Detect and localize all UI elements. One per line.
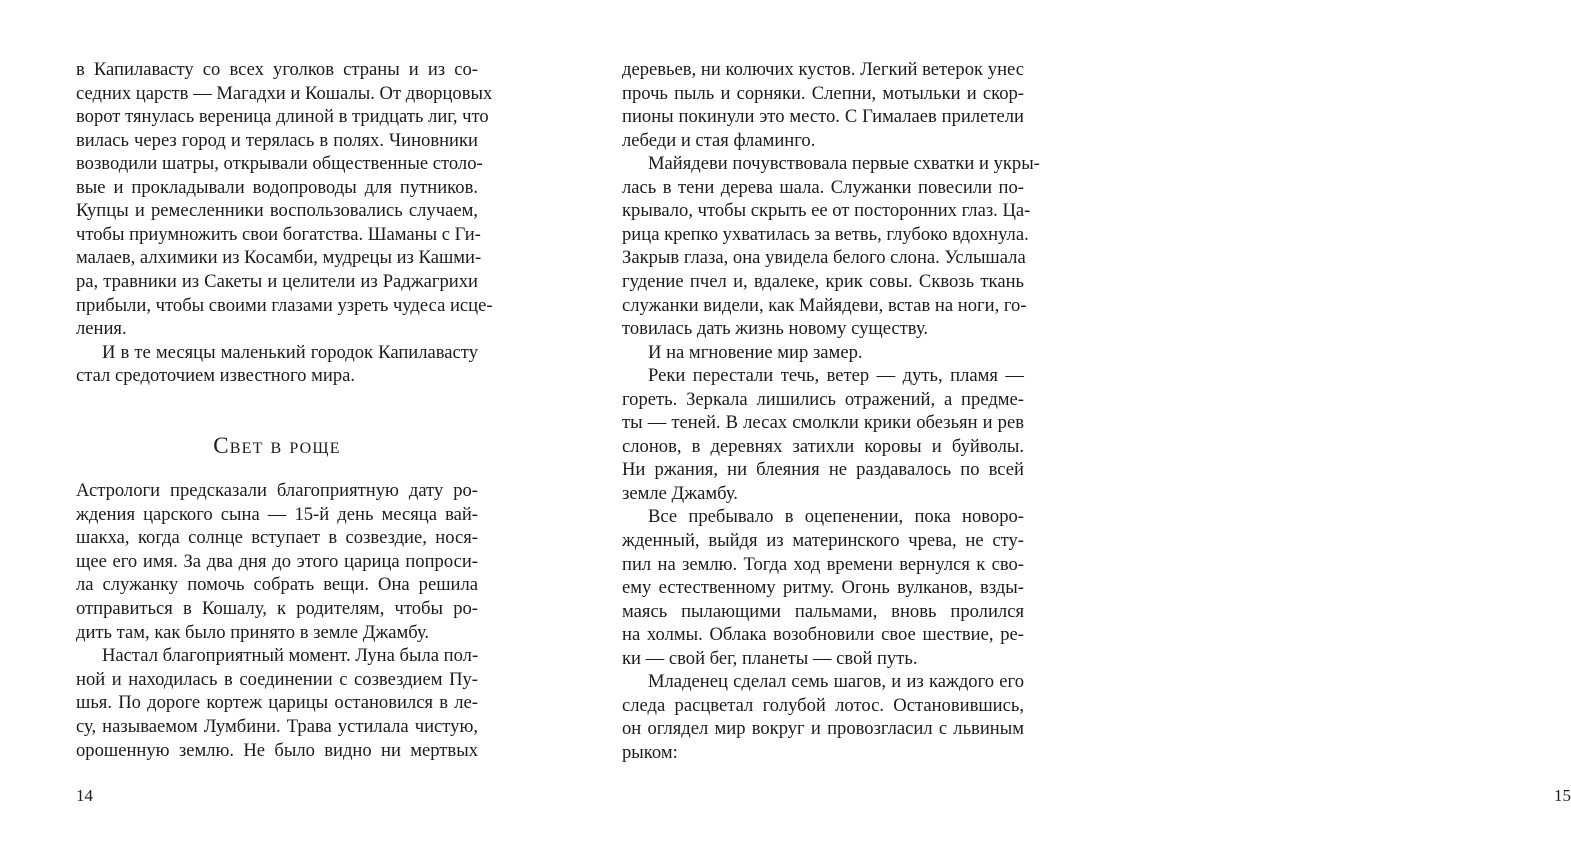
text-line: лась в тени дерева шала. Служанки повесили по- (622, 176, 1024, 198)
text-line: чтобы приумножить свои богатства. Шаманы с Ги- (76, 223, 481, 245)
text-line: Настал благоприятный момент. Луна была пол- (102, 645, 479, 667)
text-line: Младенец сделал семь шагов, и из каждого его (648, 671, 1024, 693)
text-line: в Капилавасту со всех уголков страны и из со- (76, 59, 478, 80)
text-line: Майядеви почувствовала первые схватки и укры- (648, 153, 1040, 175)
text-line: ему естественному ритму. Огонь вулканов, взды- (622, 577, 1024, 599)
text-line: орошенную землю. Не было видно ни мертвых (76, 739, 478, 761)
text-line: рыком: (622, 741, 678, 763)
text-line: шакха, когда солнце вступает в созвездие, нося- (76, 527, 478, 549)
text-line: крывало, чтобы скрыть ее от посторонних глаз. Ца- (622, 200, 1031, 222)
text-line: ной и находилась в соединении с созвездием Пу- (76, 668, 478, 690)
text-line: вилась через город и терялась в полях. Чиновники (76, 129, 478, 151)
text-line: возводили шатры, открывали общественные столо- (76, 153, 483, 175)
text-line: на холмы. Облака возобновили свое шествие, ре- (622, 624, 1024, 646)
text-line: ра, травники из Сакеты и целители из Раджагрихи (76, 270, 478, 292)
page-number-right: 15 (1554, 786, 1571, 805)
text-line: Астрологи предсказали благоприятную дату ро- (76, 480, 478, 501)
right-page (550, 0, 1571, 861)
text-line: слонов, в деревнях затихли коровы и буйволы. (622, 435, 1024, 457)
text-line: служанки видели, как Майядеви, встав на ноги, го- (622, 294, 1027, 316)
text-line: Все пребывало в оцепенении, пока новоро- (648, 506, 1024, 528)
text-line: щее его имя. За два дня до этого царица попроси- (76, 550, 478, 572)
text-line: шья. По дороге кортеж царицы остановился в ле- (76, 692, 478, 714)
text-line: гореть. Зеркала лишились отражений, а предме- (622, 388, 1024, 410)
text-line: гудение пчел и, вдалеке, крик совы. Сквозь ткань (622, 270, 1024, 292)
text-line: Ни ржания, ни блеяния не раздавалось по всей (622, 459, 1024, 481)
text-line: ки — свой бег, планеты — свой путь. (622, 647, 918, 669)
page-number-left: 14 (76, 786, 93, 805)
text-line: следа расцветал голубой лотос. Остановившись, (622, 694, 1024, 716)
text-line: И в те месяцы маленький городок Капилавасту (102, 341, 478, 363)
text-line: он оглядел мир вокруг и провозгласил с львиным (622, 718, 1024, 740)
text-line: отправиться в Кошалу, к родителям, чтобы ро- (76, 598, 478, 619)
text-line: вые и прокладывали водопроводы для путников. (76, 176, 478, 198)
chapter-heading: Свет в роще (213, 433, 341, 458)
text-line: пил на землю. Тогда ход времени вернулся к сво- (622, 553, 1024, 575)
text-line: земле Джамбу. (622, 482, 738, 504)
text-line: ждения царского сына — 15-й день месяца вай- (76, 503, 478, 525)
text-line: лебеди и стая фламинго. (622, 129, 816, 151)
text-line: ты — теней. В лесах смолкли крики обезьян и рев (622, 412, 1024, 434)
text-line: товилась дать жизнь новому существу. (622, 318, 929, 340)
text-line: дить там, как было принято в земле Джамбу. (76, 621, 430, 643)
left-page (0, 0, 550, 861)
text-line: су, называемом Лумбини. Трава устилала чистую, (76, 716, 478, 737)
text-line: стал средоточием известного мира. (76, 365, 356, 387)
text-line: малаев, алхимики из Косамби, мудрецы из Кашми- (76, 247, 482, 269)
text-line: деревьев, ни колючих кустов. Легкий ветерок унес (622, 59, 1024, 80)
text-line: прибыли, чтобы своими глазами узреть чудеса исце- (76, 294, 493, 316)
text-line: прочь пыль и сорняки. Слепни, мотыльки и скор- (622, 82, 1024, 104)
text-line: ла служанку помочь собрать вещи. Она решила (76, 574, 478, 596)
text-line: маясь пылающими пальмами, вновь пролился (622, 600, 1024, 622)
text-line: седних царств — Магадхи и Кошалы. От дворцовых (76, 82, 493, 104)
text-line: ления. (76, 318, 127, 340)
text-line: Реки перестали течь, ветер — дуть, пламя — (648, 365, 1024, 387)
text-line: Закрыв глаза, она увидела белого слона. Услышала (622, 247, 1026, 269)
text-line: жденный, выйдя из материнского чрева, не сту- (622, 530, 1024, 551)
text-line: пионы покинули это место. С Гималаев прилетели (622, 106, 1024, 128)
text-line: И на мгновение мир замер. (648, 341, 863, 363)
text-line: Купцы и ремесленники воспользовались случаем, (76, 200, 478, 222)
text-line: ворот тянулась вереница длиной в тридцать лиг, что (76, 106, 489, 128)
text-line: рица крепко ухватилась за ветвь, глубоко вдохнула. (622, 223, 1029, 245)
